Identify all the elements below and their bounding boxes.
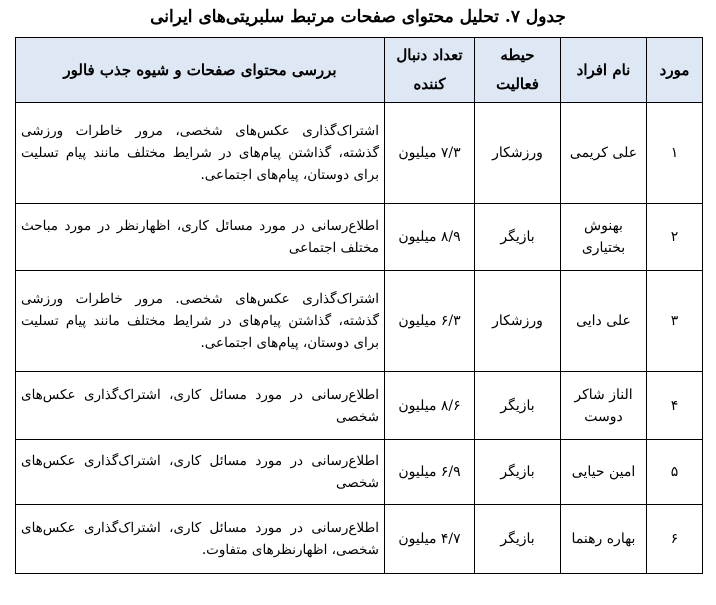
cell-description: اشتراک‌گذاری عکس‌های شخصی. مرور خاطرات ورزشی گذشته، گذاشتن پیام‌های در شرایط مختلف مانند پیام تسلیت برای دوستان، پیام‌های اجتماعی.	[16, 271, 385, 372]
cell-field: بازیگر	[475, 440, 561, 505]
cell-followers: ۶/۹ میلیون	[385, 440, 475, 505]
header-followers: تعداد دنبال کننده	[385, 38, 475, 103]
table-row	[16, 103, 703, 204]
cell-description: اشتراک‌گذاری عکس‌های شخصی، مرور خاطرات ورزشی گذشته، گذاشتن پیام‌های در شرایط مختلف مانند پیام تسلیت برای دوستان، پیام‌های اجتماعی.	[16, 103, 385, 204]
table-row	[16, 505, 703, 574]
header-index: مورد	[647, 38, 703, 103]
table-row	[16, 271, 703, 372]
cell-name: الناز شاکر دوست	[561, 372, 647, 440]
cell-field: بازیگر	[475, 204, 561, 271]
cell-index: ۱	[647, 103, 703, 204]
cell-field: ورزشکار	[475, 271, 561, 372]
cell-description: اطلاع‌رسانی در مورد مسائل کاری، اشتراک‌گذاری عکس‌های شخصی	[16, 372, 385, 440]
table-caption: جدول ۷. تحلیل محتوای صفحات مرتبط سلبریتی‌های ایرانی	[150, 7, 566, 27]
cell-name: امین حیایی	[561, 440, 647, 505]
cell-field: بازیگر	[475, 505, 561, 574]
cell-followers: ۷/۳ میلیون	[385, 103, 475, 204]
cell-name: علی کریمی	[561, 103, 647, 204]
header-description: بررسی محتوای صفحات و شیوه جذب فالور	[16, 38, 385, 103]
cell-followers: ۸/۹ میلیون	[385, 204, 475, 271]
header-row	[16, 38, 703, 103]
cell-name: بهنوش بختیاری	[561, 204, 647, 271]
cell-description: اطلاع‌رسانی در مورد مسائل کاری، اشتراک‌گذاری عکس‌های شخصی	[16, 440, 385, 505]
cell-description: اطلاع‌رسانی در مورد مسائل کاری، اشتراک‌گذاری عکس‌های شخصی، اظهارنظرهای متفاوت.	[16, 505, 385, 574]
header-field: حیطه فعالیت	[475, 38, 561, 103]
header-name: نام افراد	[561, 38, 647, 103]
cell-followers: ۸/۶ میلیون	[385, 372, 475, 440]
cell-field: ورزشکار	[475, 103, 561, 204]
cell-description: اطلاع‌رسانی در مورد مسائل کاری، اظهارنظر در مورد مباحث مختلف اجتماعی	[16, 204, 385, 271]
cell-name: علی دایی	[561, 271, 647, 372]
cell-name: بهاره رهنما	[561, 505, 647, 574]
table-row	[16, 440, 703, 505]
cell-index: ۳	[647, 271, 703, 372]
cell-index: ۲	[647, 204, 703, 271]
celebrity-content-table	[15, 37, 703, 574]
cell-followers: ۶/۳ میلیون	[385, 271, 475, 372]
cell-followers: ۴/۷ میلیون	[385, 505, 475, 574]
table-row	[16, 204, 703, 271]
table-row	[16, 372, 703, 440]
cell-index: ۴	[647, 372, 703, 440]
cell-field: بازیگر	[475, 372, 561, 440]
cell-index: ۵	[647, 440, 703, 505]
cell-index: ۶	[647, 505, 703, 574]
